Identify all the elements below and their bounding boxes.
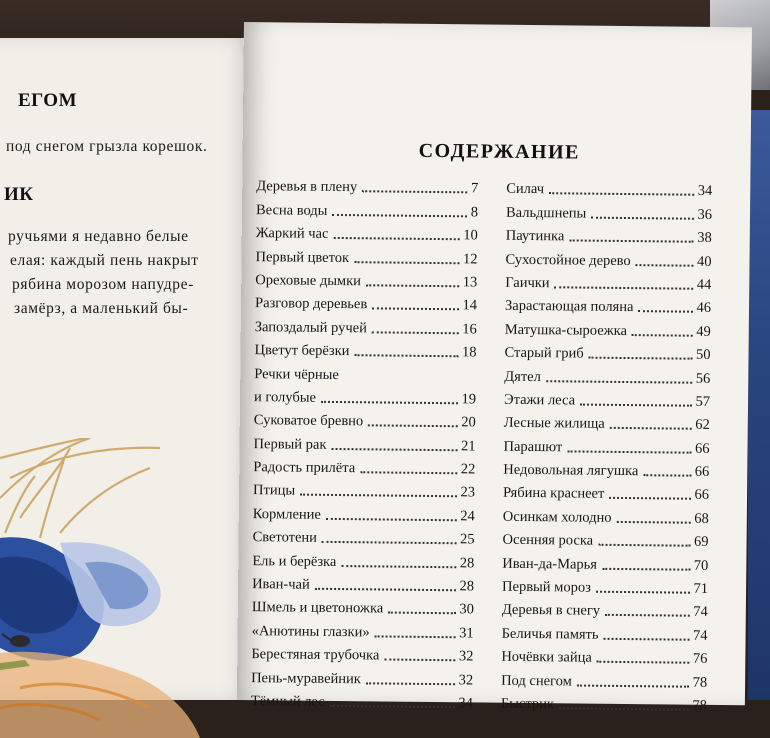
toc-entry-title: Иван-чай	[252, 576, 310, 593]
toc-entry-title: Силач	[506, 181, 545, 198]
toc-dot-leader	[362, 191, 467, 194]
toc-entry	[253, 523, 475, 549]
toc-dot-leader	[366, 682, 455, 685]
left-body-line: ручьями я недавно белые	[8, 228, 189, 245]
toc-page-number: 40	[696, 253, 712, 270]
toc-entry	[504, 385, 710, 411]
toc-entry	[253, 453, 475, 479]
toc-page-number: 23	[460, 484, 476, 501]
toc-entry-title: Светотени	[252, 529, 318, 547]
toc-entry-title: Осинкам холодно	[502, 508, 612, 526]
toc-page-number: 66	[694, 440, 710, 457]
left-heading-1: ЕГОМ	[18, 90, 77, 111]
toc-entry	[253, 429, 475, 455]
toc-page-number: 32	[458, 648, 474, 665]
toc-entry	[502, 572, 708, 598]
toc-dot-leader	[610, 427, 692, 430]
toc-dot-leader	[604, 638, 690, 641]
toc-page-number: 8	[470, 204, 479, 221]
toc-page-number: 76	[692, 650, 708, 668]
toc-column-2	[501, 175, 713, 715]
toc-page-number: 44	[696, 276, 712, 293]
toc-page-number: 38	[697, 229, 712, 247]
toc-entry	[252, 546, 474, 572]
toc-entry	[255, 289, 477, 315]
toc-dot-leader	[332, 214, 466, 217]
toc-page-number: 14	[462, 297, 478, 314]
toc-page-number: 21	[460, 437, 476, 455]
toc-dot-leader	[580, 403, 691, 406]
toc-dot-leader	[300, 494, 456, 498]
toc-page-number: 19	[461, 391, 477, 408]
toc-dot-leader	[333, 237, 459, 240]
toc-dot-leader	[326, 518, 456, 521]
toc-page-number: 22	[460, 461, 476, 478]
toc-page-number: 34	[697, 183, 713, 200]
toc-dot-leader	[331, 448, 457, 451]
toc-entry-title: Первый рак	[253, 435, 327, 453]
toc-entry	[254, 336, 476, 362]
toc-entry-title: Берестяная трубочка	[251, 646, 380, 664]
toc-dot-leader	[354, 261, 459, 264]
toc-dot-leader	[354, 354, 458, 357]
toc-page-number: 25	[460, 531, 475, 548]
toc-page-number: 24	[460, 508, 475, 525]
toc-dot-leader	[372, 331, 458, 334]
toc-entry	[503, 502, 709, 528]
toc-page-number: 66	[694, 463, 710, 480]
toc-page-number: 34	[458, 695, 473, 712]
toc-entry-title: Радость прилёта	[253, 459, 356, 477]
toc-entry-title: Дятел	[504, 368, 541, 385]
toc-entry-title: Кормление	[252, 505, 321, 523]
toc-entry	[505, 315, 711, 341]
toc-dot-leader	[636, 264, 693, 267]
toc-dot-leader	[546, 380, 692, 384]
toc-dot-leader	[616, 521, 690, 524]
toc-entry-title: Вальдшнепы	[505, 204, 587, 222]
toc-entry-title: Рябина краснеет	[502, 485, 605, 503]
toc-entry-title: Первый цветок	[255, 248, 350, 266]
toc-entry	[502, 526, 708, 552]
toc-page-number: 28	[459, 578, 475, 595]
toc-entry-title: Птицы	[253, 482, 296, 500]
toc-entry	[254, 383, 476, 409]
toc-dot-leader	[360, 471, 457, 474]
toc-page-number: 12	[462, 250, 478, 268]
toc-entry	[252, 593, 474, 619]
left-body-line: рябина морозом напудре-	[12, 276, 194, 293]
toc-entry	[501, 689, 707, 715]
toc-entry-title: Лесные жилища	[503, 415, 605, 433]
toc-dot-leader	[569, 240, 693, 243]
toc-entry-title: Деревья в плену	[256, 178, 358, 196]
toc-page-number: 31	[459, 625, 474, 642]
toc-dot-leader	[321, 401, 458, 404]
toc-entry	[502, 596, 708, 622]
toc-dot-leader	[598, 544, 690, 547]
toc-page-number: 36	[697, 206, 713, 223]
toc-entry	[255, 312, 477, 338]
toc-entry	[255, 266, 477, 292]
toc-page-number: 28	[459, 554, 475, 572]
toc-entry-title: Тёмный лес	[250, 693, 325, 710]
toc-dot-leader	[330, 705, 455, 708]
toc-entry	[502, 619, 708, 645]
toc-entry	[251, 663, 473, 689]
toc-entry-title: Цветут берёзки	[254, 342, 350, 360]
toc-page-number: 69	[693, 533, 709, 551]
toc-entry-title: Суковатое бревно	[253, 412, 364, 430]
toc-entry	[502, 549, 708, 575]
toc-dot-leader	[555, 286, 693, 289]
left-body-line: елая: каждый пень накрыт	[10, 252, 199, 269]
toc-entry	[252, 617, 474, 643]
watercolor-illustration	[0, 438, 255, 738]
toc-dot-leader	[384, 659, 455, 662]
toc-column-1	[251, 172, 479, 712]
toc-dot-leader	[375, 635, 456, 638]
toc-entry	[506, 198, 712, 224]
toc-dot-leader	[315, 588, 456, 591]
toc-entry-title: Жаркий час	[255, 225, 329, 243]
toc-dot-leader	[632, 334, 692, 337]
toc-entry-title: Осенняя роска	[502, 531, 594, 549]
toc-entry-title: Ореховые дымки	[255, 272, 362, 290]
toc-page-number: 78	[692, 697, 707, 714]
toc-page-number: 50	[695, 346, 711, 364]
toc-dot-leader	[597, 661, 689, 664]
toc-entry-title: Ночёвки зайца	[501, 648, 592, 666]
left-page	[0, 38, 255, 700]
toc-entry	[505, 268, 711, 294]
toc-entry-title: Беличья память	[501, 625, 599, 643]
toc-page-number: 56	[695, 370, 711, 387]
toc-entry	[256, 172, 478, 198]
toc-page-number: 10	[463, 227, 478, 244]
toc-entry-title: Гаички	[505, 274, 550, 292]
toc-dot-leader	[602, 567, 690, 570]
toc-entry	[252, 570, 474, 596]
toc-entry-title: Весна воды	[255, 201, 328, 219]
toc-page-number: 57	[695, 393, 711, 410]
toc-entry-title: Под снегом	[501, 672, 572, 690]
toc-entry	[506, 175, 712, 201]
toc-entry-title: Разговор деревьев	[254, 295, 368, 313]
toc-entry-title: «Анютины глазки»	[251, 622, 370, 641]
left-heading-2: ИК	[4, 184, 34, 205]
toc-page-number: 20	[461, 414, 476, 431]
toc-page-number: 70	[693, 557, 709, 574]
toc-entry-title: Первый мороз	[502, 578, 591, 596]
toc-dot-leader	[559, 707, 688, 710]
toc-entry-title: Запоздалый ручей	[254, 318, 367, 337]
toc-entry	[254, 406, 476, 432]
toc-entry-title: Ель и берёзка	[252, 552, 337, 570]
toc-entry-title: Недовольная лягушка	[503, 461, 639, 480]
toc-entry	[504, 362, 710, 388]
toc-page-number: 71	[693, 580, 709, 597]
toc-dot-leader	[549, 193, 694, 197]
toc-entry-title: Иван-да-Марья	[502, 555, 598, 573]
toc-entry	[505, 292, 711, 318]
toc-dot-leader	[577, 684, 689, 687]
toc-entry	[503, 432, 709, 458]
toc-entry	[501, 643, 707, 669]
toc-page-number: 62	[695, 417, 710, 434]
toc-dot-leader	[596, 591, 690, 594]
toc-entry	[253, 476, 475, 502]
toc-dot-leader	[366, 284, 459, 287]
toc-entry-title: Этажи леса	[503, 391, 576, 409]
toc-entry-title: Матушка-сыроежка	[504, 321, 628, 339]
toc-entry-title: Зарастающая поляна	[504, 298, 634, 316]
toc-entry	[506, 222, 712, 248]
toc-dot-leader	[341, 565, 455, 568]
toc-dot-leader	[372, 308, 458, 311]
toc-entry-title: Речки чёрные	[254, 365, 339, 383]
toc-page-number: 46	[696, 300, 712, 317]
toc-page-number: 78	[692, 674, 708, 691]
toc-dot-leader	[388, 612, 455, 615]
toc-entry-title: Сухостойное дерево	[505, 251, 631, 269]
toc-dot-leader	[591, 216, 693, 219]
right-page	[237, 22, 752, 714]
toc-entry	[504, 338, 710, 364]
toc-entry-title: Парашют	[503, 438, 563, 456]
toc-entry	[254, 359, 476, 385]
toc-entry-title: Быстрик	[500, 695, 555, 713]
toc-page-number: 7	[470, 180, 479, 197]
toc-page-number: 18	[461, 344, 477, 361]
toc-entry	[503, 455, 709, 481]
toc-entry	[505, 245, 711, 271]
toc-page-number: 66	[694, 487, 710, 504]
toc-dot-leader	[605, 614, 689, 617]
toc-entry-title: Старый гриб	[504, 344, 584, 362]
next-book-cover-edge	[748, 110, 770, 700]
toc-page-number: 74	[693, 627, 708, 644]
toc-dot-leader	[609, 497, 690, 500]
toc-entry-title: Деревья в снегу	[501, 602, 601, 620]
toc-page-number: 13	[462, 274, 478, 291]
toc-dot-leader	[322, 541, 456, 544]
toc-dot-leader	[638, 310, 692, 313]
left-body-line: замёрз, а маленький бы-	[14, 300, 189, 317]
toc-entry	[501, 666, 707, 692]
toc-dot-leader	[567, 450, 691, 453]
toc-entry-title: и голубые	[253, 389, 317, 406]
toc-entry	[503, 479, 709, 505]
toc-dot-leader	[368, 425, 457, 428]
toc-page-number: 30	[459, 601, 474, 618]
toc-entry	[504, 409, 710, 435]
toc-entry-title: Шмель и цветоножка	[251, 599, 384, 617]
toc-page-number: 74	[693, 604, 708, 621]
toc-page-number: 16	[462, 321, 477, 338]
toc-entry	[253, 500, 475, 526]
toc-dot-leader	[643, 474, 690, 476]
toc-page-number: 68	[694, 510, 709, 527]
left-line-1: под снегом грызла корешок.	[6, 138, 208, 155]
toc-entry	[256, 196, 478, 222]
toc-entry	[256, 219, 478, 245]
toc-page-number: 49	[696, 323, 711, 340]
toc-dot-leader	[589, 357, 692, 360]
toc-entry-title: Пень-муравейник	[251, 669, 361, 687]
toc-title: СОДЕРЖАНИЕ	[418, 139, 581, 164]
toc-page-number: 32	[458, 671, 474, 689]
toc-entry-title: Паутинка	[505, 227, 565, 245]
toc-entry	[251, 640, 473, 666]
toc-entry	[255, 242, 477, 268]
